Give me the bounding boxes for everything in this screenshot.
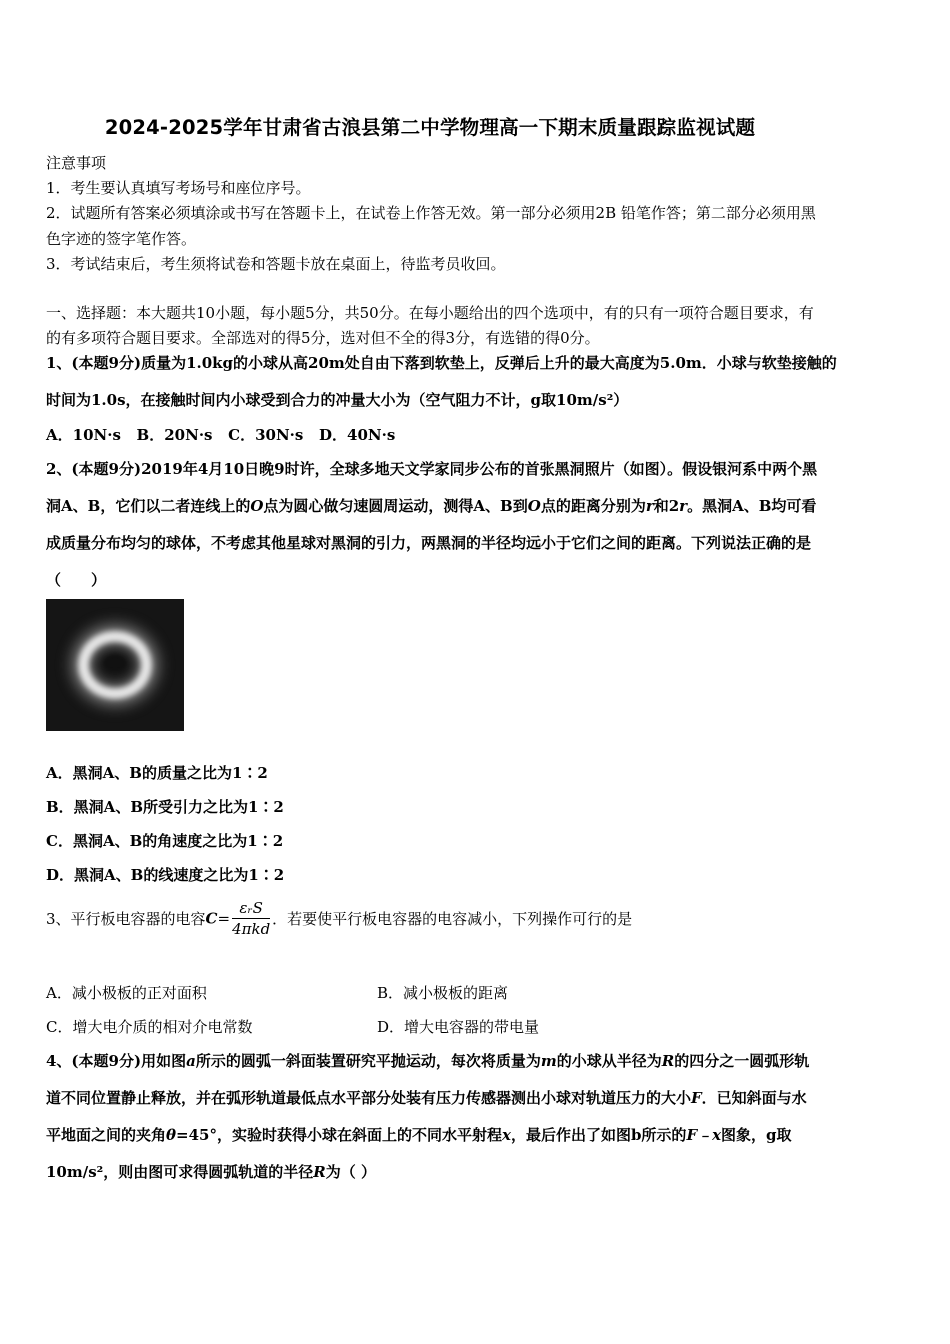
- q2-stem: 成质量分布均匀的球体，不考虑其他星球对黑洞的引力，两黑洞的半径均远小于它们之间的距离。下列说法正确的是: [46, 534, 812, 552]
- q4-text: 平地面之间的夹角: [46, 1126, 167, 1144]
- q4-text: 4、(本题9分)用如图: [46, 1052, 187, 1070]
- q4-var: θ: [166, 1126, 177, 1144]
- q2-var-r: r: [645, 497, 654, 515]
- q3-text: ．若要使平行板电容器的电容减小，下列操作可行的是: [272, 910, 633, 928]
- q2-option-b: B．黑洞A、B所受引力之比为1∶2: [46, 798, 284, 816]
- q4-var: x: [501, 1126, 511, 1144]
- q4-var: F: [691, 1089, 702, 1107]
- q2-text: 洞A、B，它们以二者连线上的: [46, 497, 251, 515]
- q4-var: R: [661, 1052, 675, 1070]
- page-title: 2024-2025学年甘肃省古浪县第二中学物理高一下期末质量跟踪监视试题: [104, 116, 756, 139]
- q2-stem: 2、(本题9分)2019年4月10日晚9时许，全球多地天文学家同步公布的首张黑洞照片（如图）。假设银河系中两个黑: [46, 460, 818, 478]
- q4-text: 的四分之一圆弧形轨: [674, 1052, 810, 1070]
- formula-numerator: εᵣS: [232, 898, 270, 919]
- q3-var-c: C: [205, 909, 218, 928]
- black-hole-shadow: [104, 655, 126, 671]
- q4-text: =45°，实验时获得小球在斜面上的不同水平射程: [176, 1126, 502, 1144]
- q3-stem: [46, 898, 632, 939]
- q2-point-o: O: [527, 497, 541, 515]
- q4-text: ．已知斜面与水: [701, 1089, 807, 1107]
- q4-var: m: [540, 1052, 557, 1070]
- notice-heading: 注意事项: [46, 154, 107, 172]
- q4-text: 为（ ）: [325, 1163, 376, 1181]
- black-hole-image: [46, 599, 184, 731]
- q4-stem: [46, 1124, 792, 1145]
- q2-point-o: O: [250, 497, 264, 515]
- q4-var: a: [186, 1052, 196, 1070]
- q2-text: 点为圆心做匀速圆周运动，测得A、B到: [263, 497, 528, 515]
- q4-stem: [46, 1087, 807, 1108]
- notice-item: 色字迹的签字笔作答。: [46, 230, 197, 248]
- q1-stem: 时间为1.0s，在接触时间内小球受到合力的冲量大小为（空气阻力不计，g取10m/s²）: [46, 391, 629, 409]
- formula-denominator: 4πkd: [232, 920, 271, 938]
- q2-text: 和2: [653, 497, 680, 515]
- q4-text: 道不同位置静止释放，并在弧形轨道最低点水平部分处装有压力传感器测出小球对轨道压力的大小: [46, 1089, 692, 1107]
- section-intro: 一、选择题：本大题共10小题，每小题5分，共50分。在每小题给出的四个选项中，有的只有一项符合题目要求，有: [46, 304, 814, 322]
- q4-text: 所示的圆弧一斜面装置研究平抛运动，每次将质量为: [195, 1052, 541, 1070]
- section-intro: 的有多项符合题目要求。全部选对的得5分，选对但不全的得3分，有选错的得0分。: [46, 329, 600, 347]
- q2-var-r: r: [679, 497, 688, 515]
- q2-stem: [46, 495, 816, 516]
- q2-text: 点的距离分别为: [540, 497, 646, 515]
- q4-var: R: [313, 1163, 326, 1181]
- q1-stem: 1、(本题9分)质量为1.0kg的小球从高20m处自由下落到软垫上，反弹后上升的最大高度为5.0m．小球与软垫接触的: [46, 354, 837, 372]
- q4-stem: [46, 1161, 376, 1182]
- q3-equals: =: [217, 909, 231, 928]
- q2-option-d: D．黑洞A、B的线速度之比为1∶2: [46, 866, 285, 884]
- q4-text: 图象，g取: [721, 1126, 792, 1144]
- q2-option-c: C．黑洞A、B的角速度之比为1∶2: [46, 832, 284, 850]
- q3-option-b: B．减小极板的距离: [377, 984, 509, 1002]
- q4-stem: [46, 1050, 809, 1071]
- q1-options: A．10N·s B．20N·s C．30N·s D．40N·s: [46, 426, 396, 444]
- q3-option-c: C．增大电介质的相对介电常数: [46, 1018, 253, 1036]
- q4-var: F﹣x: [686, 1126, 722, 1144]
- q4-text: 10m/s²，则由图可求得圆弧轨道的半径: [46, 1163, 314, 1181]
- notice-item: 3．考试结束后，考生须将试卷和答题卡放在桌面上，待监考员收回。: [46, 255, 506, 273]
- q2-answer-bracket: （ ）: [46, 571, 107, 589]
- q3-option-a: A．减小极板的正对面积: [46, 984, 207, 1002]
- q4-text: ，最后作出了如图b所示的: [510, 1126, 687, 1144]
- notice-item: 1．考生要认真填写考场号和座位序号。: [46, 179, 311, 197]
- q4-text: 的小球从半径为: [556, 1052, 662, 1070]
- notice-item: 2．试题所有答案必须填涂或书写在答题卡上，在试卷上作答无效。第一部分必须用2B 铅笔作答；第二部分必须用黑: [46, 204, 816, 222]
- capacitance-formula: [232, 898, 270, 939]
- q3-option-d: D．增大电容器的带电量: [377, 1018, 540, 1036]
- q2-text: 。黑洞A、B均可看: [687, 497, 817, 515]
- q3-text: 3、平行板电容器的电容: [46, 910, 206, 928]
- q2-option-a: A．黑洞A、B的质量之比为1∶2: [46, 764, 268, 782]
